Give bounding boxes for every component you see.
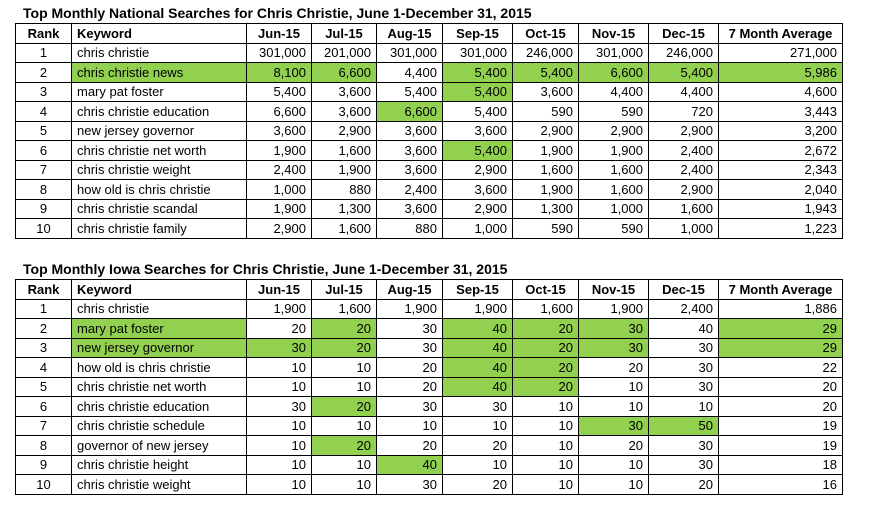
- value-cell: 3,600: [312, 82, 377, 102]
- value-cell: 1,600: [579, 160, 649, 180]
- value-cell: 1,300: [513, 199, 579, 219]
- value-cell: 20: [377, 358, 443, 378]
- rank-cell: 6: [16, 397, 72, 417]
- keyword-cell: chris christie schedule: [72, 416, 247, 436]
- column-header: Jun-15: [247, 280, 312, 300]
- rank-cell: 2: [16, 63, 72, 83]
- value-cell: 246,000: [513, 43, 579, 63]
- value-cell: 2,900: [443, 199, 513, 219]
- keyword-cell: chris christie: [72, 43, 247, 63]
- rank-cell: 3: [16, 82, 72, 102]
- value-cell: 50: [649, 416, 719, 436]
- value-cell: 20: [312, 436, 377, 456]
- average-cell: 5,986: [719, 63, 843, 83]
- value-cell: 20: [377, 436, 443, 456]
- average-cell: 2,040: [719, 180, 843, 200]
- iowa-section: [15, 260, 843, 495]
- keyword-cell: mary pat foster: [72, 82, 247, 102]
- value-cell: 3,600: [443, 121, 513, 141]
- value-cell: 1,600: [579, 180, 649, 200]
- value-cell: 10: [247, 377, 312, 397]
- value-cell: 10: [247, 358, 312, 378]
- table-row: [16, 199, 843, 219]
- keyword-cell: chris christie: [72, 299, 247, 319]
- average-cell: 271,000: [719, 43, 843, 63]
- keyword-cell: mary pat foster: [72, 319, 247, 339]
- column-header: Keyword: [72, 24, 247, 44]
- value-cell: 10: [579, 377, 649, 397]
- value-cell: 1,000: [443, 219, 513, 239]
- rank-cell: 1: [16, 43, 72, 63]
- column-header: Jun-15: [247, 24, 312, 44]
- value-cell: 590: [513, 219, 579, 239]
- value-cell: 10: [513, 397, 579, 417]
- value-cell: 20: [513, 319, 579, 339]
- average-cell: 22: [719, 358, 843, 378]
- value-cell: 3,600: [443, 180, 513, 200]
- value-cell: 10: [649, 397, 719, 417]
- rank-cell: 8: [16, 436, 72, 456]
- value-cell: 30: [377, 397, 443, 417]
- average-cell: 2,672: [719, 141, 843, 161]
- value-cell: 10: [247, 455, 312, 475]
- value-cell: 1,900: [513, 141, 579, 161]
- value-cell: 40: [443, 338, 513, 358]
- table-row: [16, 121, 843, 141]
- table-row: [16, 219, 843, 239]
- average-cell: 1,943: [719, 199, 843, 219]
- keyword-cell: chris christie scandal: [72, 199, 247, 219]
- table-row: [16, 82, 843, 102]
- value-cell: 10: [443, 455, 513, 475]
- table-row: [16, 180, 843, 200]
- value-cell: 10: [443, 416, 513, 436]
- value-cell: 1,900: [247, 141, 312, 161]
- value-cell: 2,400: [649, 141, 719, 161]
- average-cell: 2,343: [719, 160, 843, 180]
- value-cell: 4,400: [579, 82, 649, 102]
- table-row: [16, 319, 843, 339]
- column-header: Jul-15: [312, 280, 377, 300]
- value-cell: 5,400: [443, 82, 513, 102]
- value-cell: 10: [247, 416, 312, 436]
- column-header: Oct-15: [513, 280, 579, 300]
- rank-cell: 4: [16, 102, 72, 122]
- keyword-cell: chris christie family: [72, 219, 247, 239]
- value-cell: 880: [312, 180, 377, 200]
- table-row: [16, 63, 843, 83]
- column-header: 7 Month Average: [719, 24, 843, 44]
- keyword-cell: chris christie news: [72, 63, 247, 83]
- value-cell: 1,900: [247, 199, 312, 219]
- value-cell: 1,900: [579, 141, 649, 161]
- rank-cell: 4: [16, 358, 72, 378]
- value-cell: 5,400: [377, 82, 443, 102]
- value-cell: 10: [513, 416, 579, 436]
- column-header: Rank: [16, 24, 72, 44]
- value-cell: 10: [513, 436, 579, 456]
- value-cell: 1,900: [443, 299, 513, 319]
- value-cell: 10: [377, 416, 443, 436]
- value-cell: 20: [513, 377, 579, 397]
- value-cell: 2,400: [649, 160, 719, 180]
- column-header: Sep-15: [443, 280, 513, 300]
- value-cell: 30: [377, 338, 443, 358]
- average-cell: 19: [719, 416, 843, 436]
- value-cell: 2,900: [247, 219, 312, 239]
- average-cell: 20: [719, 377, 843, 397]
- value-cell: 10: [312, 358, 377, 378]
- value-cell: 720: [649, 102, 719, 122]
- keyword-cell: chris christie education: [72, 397, 247, 417]
- table-row: [16, 436, 843, 456]
- table-row: [16, 43, 843, 63]
- rank-cell: 9: [16, 199, 72, 219]
- value-cell: 30: [579, 319, 649, 339]
- rank-cell: 10: [16, 219, 72, 239]
- value-cell: 2,900: [312, 121, 377, 141]
- value-cell: 1,600: [649, 199, 719, 219]
- value-cell: 30: [377, 475, 443, 495]
- value-cell: 2,400: [247, 160, 312, 180]
- iowa-header-row: [16, 280, 843, 300]
- table-row: [16, 141, 843, 161]
- value-cell: 1,000: [649, 219, 719, 239]
- value-cell: 5,400: [443, 141, 513, 161]
- value-cell: 1,000: [579, 199, 649, 219]
- keyword-cell: chris christie weight: [72, 160, 247, 180]
- keyword-cell: chris christie net worth: [72, 377, 247, 397]
- value-cell: 10: [579, 455, 649, 475]
- value-cell: 1,600: [513, 160, 579, 180]
- value-cell: 1,600: [513, 299, 579, 319]
- value-cell: 5,400: [649, 63, 719, 83]
- table-row: [16, 358, 843, 378]
- value-cell: 30: [247, 397, 312, 417]
- average-cell: 1,223: [719, 219, 843, 239]
- value-cell: 10: [247, 475, 312, 495]
- value-cell: 6,600: [377, 102, 443, 122]
- table-row: [16, 102, 843, 122]
- value-cell: 1,900: [579, 299, 649, 319]
- value-cell: 5,400: [443, 102, 513, 122]
- value-cell: 20: [513, 338, 579, 358]
- keyword-cell: chris christie education: [72, 102, 247, 122]
- value-cell: 30: [579, 416, 649, 436]
- keyword-cell: chris christie height: [72, 455, 247, 475]
- value-cell: 301,000: [377, 43, 443, 63]
- value-cell: 590: [513, 102, 579, 122]
- value-cell: 1,300: [312, 199, 377, 219]
- value-cell: 3,600: [247, 121, 312, 141]
- column-header: Rank: [16, 280, 72, 300]
- value-cell: 2,900: [579, 121, 649, 141]
- iowa-table-body: [16, 299, 843, 494]
- value-cell: 2,900: [649, 180, 719, 200]
- column-header: Jul-15: [312, 24, 377, 44]
- value-cell: 4,400: [649, 82, 719, 102]
- value-cell: 40: [649, 319, 719, 339]
- value-cell: 3,600: [377, 199, 443, 219]
- rank-cell: 8: [16, 180, 72, 200]
- rank-cell: 5: [16, 121, 72, 141]
- value-cell: 590: [579, 219, 649, 239]
- value-cell: 301,000: [579, 43, 649, 63]
- rank-cell: 6: [16, 141, 72, 161]
- value-cell: 201,000: [312, 43, 377, 63]
- column-header: 7 Month Average: [719, 280, 843, 300]
- value-cell: 40: [443, 319, 513, 339]
- table-row: [16, 377, 843, 397]
- value-cell: 20: [377, 377, 443, 397]
- average-cell: 18: [719, 455, 843, 475]
- value-cell: 301,000: [443, 43, 513, 63]
- value-cell: 10: [513, 455, 579, 475]
- average-cell: 16: [719, 475, 843, 495]
- value-cell: 10: [312, 377, 377, 397]
- rank-cell: 1: [16, 299, 72, 319]
- value-cell: 2,900: [649, 121, 719, 141]
- value-cell: 3,600: [513, 82, 579, 102]
- value-cell: 30: [579, 338, 649, 358]
- value-cell: 1,900: [312, 160, 377, 180]
- value-cell: 20: [247, 319, 312, 339]
- value-cell: 30: [443, 397, 513, 417]
- keyword-cell: chris christie net worth: [72, 141, 247, 161]
- value-cell: 2,900: [443, 160, 513, 180]
- column-header: Sep-15: [443, 24, 513, 44]
- value-cell: 30: [649, 377, 719, 397]
- keyword-cell: new jersey governor: [72, 121, 247, 141]
- value-cell: 5,400: [443, 63, 513, 83]
- value-cell: 10: [312, 455, 377, 475]
- column-header: Nov-15: [579, 280, 649, 300]
- value-cell: 30: [649, 455, 719, 475]
- value-cell: 10: [312, 475, 377, 495]
- value-cell: 2,400: [649, 299, 719, 319]
- column-header: Dec-15: [649, 24, 719, 44]
- value-cell: 3,600: [377, 121, 443, 141]
- average-cell: 3,200: [719, 121, 843, 141]
- value-cell: 1,600: [312, 299, 377, 319]
- value-cell: 5,400: [247, 82, 312, 102]
- table-row: [16, 397, 843, 417]
- average-cell: 29: [719, 319, 843, 339]
- value-cell: 8,100: [247, 63, 312, 83]
- column-header: Oct-15: [513, 24, 579, 44]
- rank-cell: 7: [16, 416, 72, 436]
- value-cell: 590: [579, 102, 649, 122]
- rank-cell: 10: [16, 475, 72, 495]
- column-header: Aug-15: [377, 24, 443, 44]
- value-cell: 10: [513, 475, 579, 495]
- value-cell: 30: [649, 436, 719, 456]
- keyword-cell: how old is chris christie: [72, 180, 247, 200]
- value-cell: 40: [443, 377, 513, 397]
- value-cell: 880: [377, 219, 443, 239]
- rank-cell: 3: [16, 338, 72, 358]
- national-table-body: [16, 43, 843, 238]
- value-cell: 30: [649, 358, 719, 378]
- column-header: Keyword: [72, 280, 247, 300]
- national-table: [15, 23, 843, 239]
- value-cell: 2,400: [377, 180, 443, 200]
- table-row: [16, 338, 843, 358]
- value-cell: 20: [312, 338, 377, 358]
- national-header-row: [16, 24, 843, 44]
- rank-cell: 2: [16, 319, 72, 339]
- value-cell: 3,600: [377, 141, 443, 161]
- table-row: [16, 160, 843, 180]
- table-row: [16, 299, 843, 319]
- value-cell: 40: [377, 455, 443, 475]
- national-section: [15, 4, 843, 239]
- value-cell: 1,000: [247, 180, 312, 200]
- keyword-cell: governor of new jersey: [72, 436, 247, 456]
- value-cell: 20: [649, 475, 719, 495]
- column-header: Dec-15: [649, 280, 719, 300]
- iowa-table: [15, 279, 843, 495]
- national-table-title: Top Monthly National Searches for Chris Christie, June 1-December 31, 2015: [23, 5, 532, 21]
- value-cell: 20: [312, 397, 377, 417]
- average-cell: 19: [719, 436, 843, 456]
- value-cell: 1,600: [312, 219, 377, 239]
- column-header: Nov-15: [579, 24, 649, 44]
- value-cell: 4,400: [377, 63, 443, 83]
- keyword-cell: new jersey governor: [72, 338, 247, 358]
- value-cell: 1,600: [312, 141, 377, 161]
- rank-cell: 5: [16, 377, 72, 397]
- value-cell: 3,600: [377, 160, 443, 180]
- average-cell: 3,443: [719, 102, 843, 122]
- value-cell: 30: [377, 319, 443, 339]
- table-row: [16, 416, 843, 436]
- value-cell: 3,600: [312, 102, 377, 122]
- value-cell: 30: [247, 338, 312, 358]
- iowa-table-title: Top Monthly Iowa Searches for Chris Christie, June 1-December 31, 2015: [23, 261, 508, 277]
- value-cell: 1,900: [247, 299, 312, 319]
- column-header: Aug-15: [377, 280, 443, 300]
- average-cell: 1,886: [719, 299, 843, 319]
- table-row: [16, 475, 843, 495]
- value-cell: 1,900: [377, 299, 443, 319]
- value-cell: 10: [579, 397, 649, 417]
- value-cell: 6,600: [579, 63, 649, 83]
- value-cell: 20: [443, 475, 513, 495]
- value-cell: 2,900: [513, 121, 579, 141]
- value-cell: 5,400: [513, 63, 579, 83]
- table-row: [16, 455, 843, 475]
- value-cell: 6,600: [247, 102, 312, 122]
- value-cell: 10: [579, 475, 649, 495]
- average-cell: 29: [719, 338, 843, 358]
- keyword-cell: chris christie weight: [72, 475, 247, 495]
- rank-cell: 7: [16, 160, 72, 180]
- keyword-cell: how old is chris christie: [72, 358, 247, 378]
- value-cell: 1,900: [513, 180, 579, 200]
- value-cell: 10: [312, 416, 377, 436]
- value-cell: 20: [312, 319, 377, 339]
- value-cell: 10: [247, 436, 312, 456]
- value-cell: 40: [443, 358, 513, 378]
- average-cell: 20: [719, 397, 843, 417]
- average-cell: 4,600: [719, 82, 843, 102]
- value-cell: 20: [579, 436, 649, 456]
- value-cell: 301,000: [247, 43, 312, 63]
- value-cell: 20: [443, 436, 513, 456]
- value-cell: 6,600: [312, 63, 377, 83]
- rank-cell: 9: [16, 455, 72, 475]
- value-cell: 20: [513, 358, 579, 378]
- value-cell: 30: [649, 338, 719, 358]
- value-cell: 20: [579, 358, 649, 378]
- value-cell: 246,000: [649, 43, 719, 63]
